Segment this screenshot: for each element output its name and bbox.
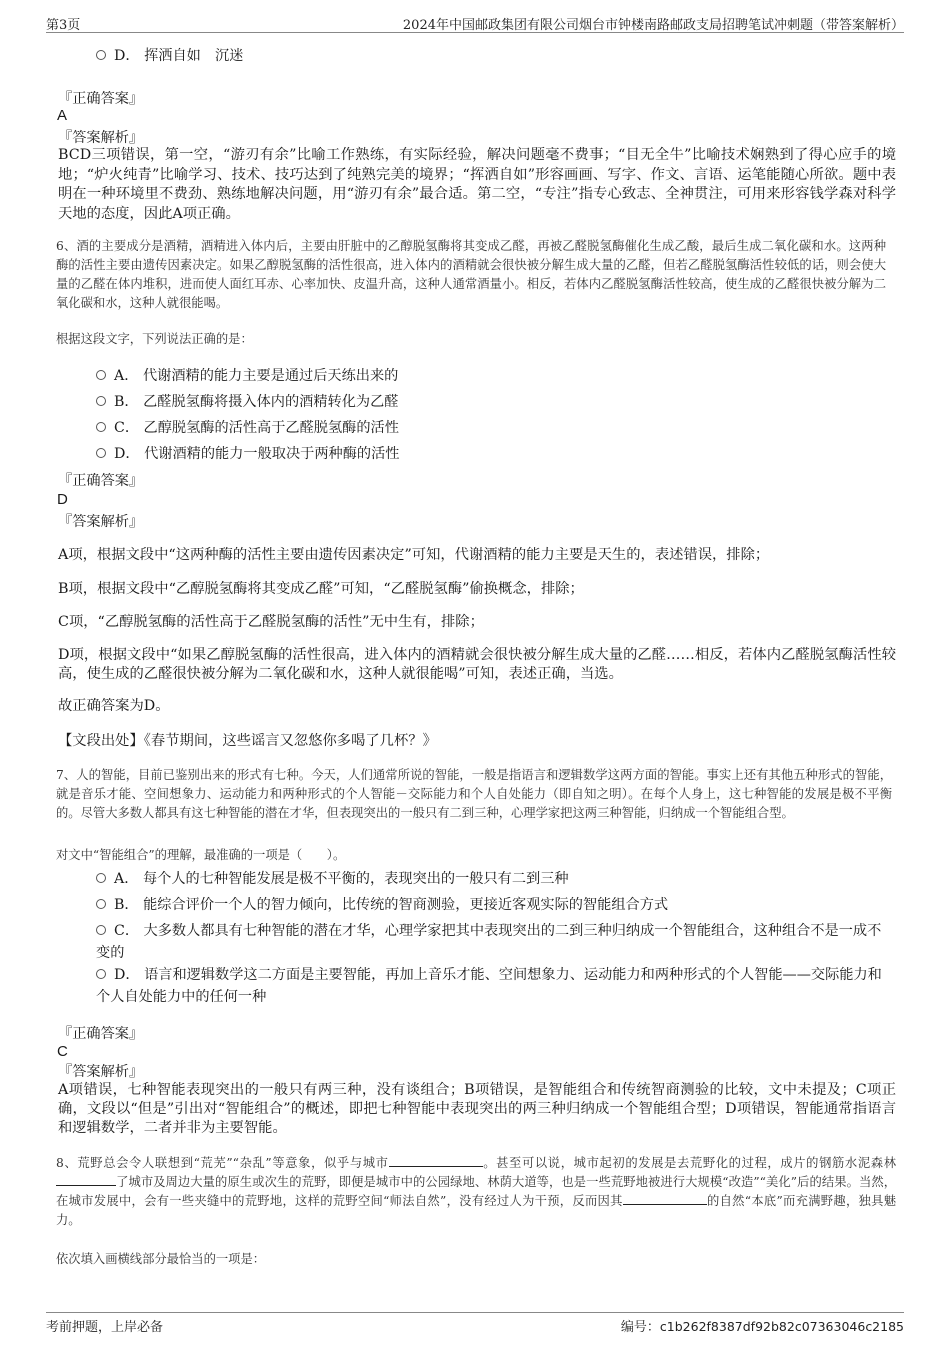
q7-answer: C [57, 1043, 68, 1060]
q5-analysis-label: 『答案解析』 [58, 130, 144, 146]
q6-option-c[interactable] [96, 418, 399, 438]
radio-icon[interactable] [96, 925, 106, 935]
q6-question: 根据这段文字，下列说法正确的是： [56, 332, 253, 346]
q6-conclusion: 故正确答案为D。 [58, 698, 170, 714]
fill-blank-3[interactable] [623, 1192, 707, 1205]
document-code: c1b262f8387df92b82c07363046c2185 [659, 1319, 904, 1334]
q7-analysis: A项错误，七种智能表现突出的一般只有两三种，没有谈组合；B项错误，是智能组合和传统智商测验的比较，文中未提及；C项正确，文段以“但是”引出对“智能组合”的概述，即把七种智能中表现突出的两三种归纳成一个智能组合型；D项错误，智能通常指语言和逻辑数学，二者并非为主要智能。 [58, 1082, 896, 1136]
q6-option-a[interactable] [96, 366, 398, 386]
q7-option-a[interactable] [96, 869, 886, 889]
option-text: A． 每个人的七种智能发展是极不平衡的，表现突出的一般只有二到三种 [114, 871, 569, 887]
q7-option-b[interactable] [96, 895, 886, 915]
q6-answer-label: 『正确答案』 [58, 473, 144, 489]
q7-stem: 7、人的智能，目前已鉴别出来的形式有七种。今天，人们通常所说的智能，一般是指语言和逻辑数学这两方面的智能。事实上还有其他五种形式的智能，就是音乐才能、空间想象力、运动能力和两种形式的个人智能－交际能力和个人自处能力（即自知之明）。在每个人身上，这七种智能的发展是极不平衡的。尽管大多数人都具有这七种智能的潜在才华，但表现突出的一般只有二到三种，心理学家把这两三种智能，归纳成一个智能组合型。 [56, 768, 892, 820]
option-text: D． 挥洒自如 沉迷 [114, 48, 244, 64]
option-text: B． 乙醛脱氢酶将摄入体内的酒精转化为乙醛 [114, 394, 399, 410]
radio-icon[interactable] [96, 50, 106, 60]
q6-option-d[interactable] [96, 444, 399, 464]
radio-icon[interactable] [96, 969, 106, 979]
document-title: 2024年中国邮政集团有限公司烟台市钟楼南路邮政支局招聘笔试冲刺题（带答案解析） [402, 18, 904, 33]
option-text: A． 代谢酒精的能力主要是通过后天练出来的 [114, 368, 399, 384]
radio-icon[interactable] [96, 899, 106, 909]
q6-answer: D [57, 491, 68, 508]
q6-analysis-a: A项，根据文段中“这两种酶的活性主要由遗传因素决定”可知，代谢酒精的能力主要是天生的，表述错误，排除； [58, 547, 770, 563]
q6-analysis-d: D项，根据文段中“如果乙醇脱氢酶的活性很高，进入体内的酒精就会很快被分解生成大量的乙醛……相反，若体内乙醛脱氢酶活性较高，使生成的乙醛很快被分解为二氧化碳和水，这种人就很能喝”可知，表述正确，当选。 [58, 647, 896, 682]
q8-stem: 8、荒野总会令人联想到“荒芜”“杂乱”等意象，似乎与城市 。甚至可以说，城市起初的发展是去荒野化的过程，成片的钢筋水泥森林了城市及周边大量的原生或次生的荒野，即便是城市中的公园绿地、林荫大道等，也是一些荒野地被进行大规模“改造”“美化”后的结果。当然，在城市发展中，会有一些夹缝中的荒野地，这样的荒野空间“师法自然”，没有经过人为干预，反而因其 的自然“本底”而充满野趣，独具魅力。 [56, 1156, 896, 1227]
q6-source: 【文段出处】《春节期间，这些谣言又忽悠你多喝了几杯？》 [58, 733, 437, 749]
q6-stem: 6、酒的主要成分是酒精，酒精进入体内后，主要由肝脏中的乙醇脱氢酶将其变成乙醛，再被乙醛脱氢酶催化生成乙酸，最后生成二氧化碳和水。这两种酶的活性主要由遗传因素决定。如果乙醇脱氢酶的活性很高，进入体内的酒精就会很快被分解生成大量的乙醛，但若乙醛脱氢酶活性较低的话，则会使大量的乙醛在体内堆积，进而使人面红耳赤、心率加快、皮温升高，这种人通常酒量小。相反，若体内乙醛脱氢酶活性较高，使生成的乙醛很快被分解为二氧化碳和水，这种人就很能喝。 [56, 239, 886, 310]
radio-icon[interactable] [96, 370, 106, 380]
q7-answer-label: 『正确答案』 [58, 1026, 144, 1042]
page-header [46, 10, 904, 33]
q6-analysis-b: B项，根据文段中“乙醇脱氢酶将其变成乙醛”可知，“乙醛脱氢酶”偷换概念，排除； [58, 581, 584, 597]
q5-answer-label: 『正确答案』 [58, 91, 144, 107]
q5-option-d[interactable] [96, 46, 243, 66]
option-text: D． 语言和逻辑数学这二方面是主要智能，再加上音乐才能、空间想象力、运动能力和两种形式的个人智能——交际能力和个人自处能力中的任何一种 [96, 967, 882, 1005]
radio-icon[interactable] [96, 396, 106, 406]
option-text: B． 能综合评价一个人的智力倾向，比传统的智商测验，更接近客观实际的智能组合方式 [114, 897, 669, 913]
q7-analysis-label: 『答案解析』 [58, 1064, 144, 1080]
q6-option-b[interactable] [96, 392, 399, 412]
q8-question: 依次填入画横线部分最恰当的一项是： [56, 1252, 266, 1266]
radio-icon[interactable] [96, 873, 106, 883]
q5-analysis: BCD三项错误，第一空，“游刃有余”比喻工作熟练，有实际经验，解决问题毫不费事；“目无全牛”比喻技术娴熟到了得心应手的境地；“炉火纯青”比喻学习、技术、技巧达到了纯熟完美的境界；“挥洒自如”形容画画、写字、作文、言语、运笔能随心所欲。题中表明在一种环境里不费劲、熟练地解决问题，用“游刃有余”最合适。第二空，“专注”指专心致志、全神贯注，可用来形容钱学森对科学天地的态度，因此A项正确。 [58, 147, 896, 222]
q5-answer: A [57, 107, 68, 124]
option-text: D． 代谢酒精的能力一般取决于两种酶的活性 [114, 446, 400, 462]
footer-note: 考前押题，上岸必备 [46, 1320, 164, 1335]
option-text: C． 大多数人都具有七种智能的潜在才华，心理学家把其中表现突出的二到三种归纳成一个智能组合，这种组合不是一成不变的 [96, 923, 882, 961]
radio-icon[interactable] [96, 422, 106, 432]
q7-option-d[interactable] [96, 964, 886, 1008]
footer-code-block: 编号：c1b262f8387df92b82c07363046c2185 [620, 1319, 904, 1335]
radio-icon[interactable] [96, 448, 106, 458]
q6-analysis-c: C项，“乙醇脱氢酶的活性高于乙醛脱氢酶的活性”无中生有，排除； [58, 614, 484, 630]
q7-option-c[interactable] [96, 920, 886, 964]
page-number: 第3页 [46, 18, 81, 33]
q7-question: 对文中“智能组合”的理解，最准确的一项是（ ）。 [56, 848, 346, 862]
option-text: C． 乙醇脱氢酶的活性高于乙醛脱氢酶的活性 [114, 420, 399, 436]
q6-analysis-label: 『答案解析』 [58, 514, 144, 530]
page-footer [46, 1312, 904, 1337]
fill-blank-2[interactable] [56, 1173, 116, 1186]
fill-blank-1[interactable] [389, 1154, 483, 1167]
